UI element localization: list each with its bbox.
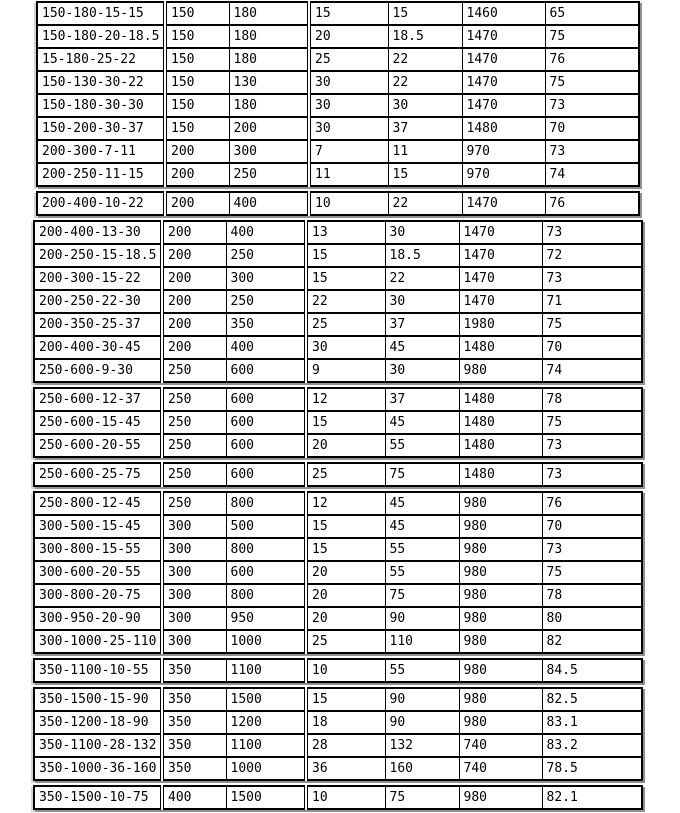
value-cell: 180 <box>229 25 309 48</box>
model-cell: 350-1000-36-160 <box>34 757 162 780</box>
value-cell: 400 <box>226 336 306 359</box>
value-cell: 500 <box>226 515 306 538</box>
value-cell: 75 <box>542 313 642 336</box>
table-row <box>34 607 642 630</box>
model-cell: 150-180-30-30 <box>37 94 165 117</box>
value-cell: 250 <box>226 244 306 267</box>
value-cell: 37 <box>385 313 459 336</box>
value-cell: 130 <box>229 71 309 94</box>
table-row <box>34 688 642 711</box>
value-cell: 25 <box>306 463 385 486</box>
model-cell: 350-1100-10-55 <box>34 659 162 682</box>
model-cell: 250-600-15-45 <box>34 411 162 434</box>
value-cell: 180 <box>229 48 309 71</box>
value-cell: 22 <box>385 267 459 290</box>
value-cell: 1470 <box>462 48 545 71</box>
table-row <box>34 630 642 653</box>
model-cell: 200-250-22-30 <box>34 290 162 313</box>
value-cell: 80 <box>542 607 642 630</box>
model-cell: 250-600-12-37 <box>34 388 162 411</box>
value-cell: 76 <box>545 192 639 215</box>
value-cell: 30 <box>309 117 388 140</box>
value-cell: 980 <box>459 688 542 711</box>
value-cell: 200 <box>165 192 229 215</box>
value-cell: 1480 <box>459 336 542 359</box>
value-cell: 20 <box>306 561 385 584</box>
value-cell: 980 <box>459 538 542 561</box>
value-cell: 1480 <box>459 411 542 434</box>
value-cell: 20 <box>306 434 385 457</box>
value-cell: 980 <box>459 607 542 630</box>
value-cell: 150 <box>165 117 229 140</box>
value-cell: 20 <box>309 25 388 48</box>
value-cell: 250 <box>162 359 226 382</box>
model-cell: 300-500-15-45 <box>34 515 162 538</box>
table-block <box>33 462 643 487</box>
value-cell: 740 <box>459 734 542 757</box>
value-cell: 600 <box>226 434 306 457</box>
value-cell: 73 <box>542 538 642 561</box>
model-cell: 200-300-15-22 <box>34 267 162 290</box>
value-cell: 400 <box>229 192 309 215</box>
value-cell: 45 <box>385 336 459 359</box>
value-cell: 980 <box>459 515 542 538</box>
value-cell: 1470 <box>459 290 542 313</box>
value-cell: 73 <box>542 463 642 486</box>
value-cell: 55 <box>385 538 459 561</box>
value-cell: 400 <box>162 786 226 809</box>
value-cell: 150 <box>165 71 229 94</box>
value-cell: 1470 <box>462 25 545 48</box>
value-cell: 11 <box>388 140 462 163</box>
value-cell: 55 <box>385 561 459 584</box>
table-row <box>34 786 642 809</box>
table-row <box>34 244 642 267</box>
table-row <box>37 71 639 94</box>
value-cell: 950 <box>226 607 306 630</box>
value-cell: 20 <box>306 584 385 607</box>
value-cell: 75 <box>545 71 639 94</box>
value-cell: 1460 <box>462 2 545 25</box>
value-cell: 200 <box>162 267 226 290</box>
value-cell: 132 <box>385 734 459 757</box>
value-cell: 980 <box>459 630 542 653</box>
value-cell: 22 <box>388 48 462 71</box>
model-cell: 15-180-25-22 <box>37 48 165 71</box>
value-cell: 10 <box>309 192 388 215</box>
value-cell: 12 <box>306 492 385 515</box>
value-cell: 12 <box>306 388 385 411</box>
value-cell: 18.5 <box>385 244 459 267</box>
value-cell: 75 <box>542 411 642 434</box>
value-cell: 15 <box>309 2 388 25</box>
value-cell: 55 <box>385 434 459 457</box>
model-cell: 250-600-20-55 <box>34 434 162 457</box>
value-cell: 22 <box>388 71 462 94</box>
value-cell: 980 <box>459 492 542 515</box>
value-cell: 75 <box>385 463 459 486</box>
value-cell: 30 <box>385 221 459 244</box>
model-cell: 200-400-10-22 <box>37 192 165 215</box>
table-row <box>37 192 639 215</box>
table-row <box>37 117 639 140</box>
value-cell: 90 <box>385 607 459 630</box>
value-cell: 22 <box>388 192 462 215</box>
value-cell: 45 <box>385 492 459 515</box>
value-cell: 78.5 <box>542 757 642 780</box>
value-cell: 70 <box>542 336 642 359</box>
table-row <box>37 25 639 48</box>
value-cell: 110 <box>385 630 459 653</box>
table-row <box>34 734 642 757</box>
value-cell: 1470 <box>462 94 545 117</box>
value-cell: 45 <box>385 515 459 538</box>
value-cell: 180 <box>229 2 309 25</box>
value-cell: 10 <box>306 659 385 682</box>
table-row <box>34 336 642 359</box>
model-cell: 200-400-13-30 <box>34 221 162 244</box>
table-block <box>36 191 640 216</box>
model-cell: 300-800-15-55 <box>34 538 162 561</box>
table-row <box>37 94 639 117</box>
value-cell: 600 <box>226 359 306 382</box>
value-cell: 71 <box>542 290 642 313</box>
table-row <box>34 411 642 434</box>
table-block <box>33 785 643 810</box>
value-cell: 1470 <box>462 192 545 215</box>
value-cell: 75 <box>545 25 639 48</box>
value-cell: 200 <box>165 163 229 186</box>
value-cell: 15 <box>388 163 462 186</box>
value-cell: 1000 <box>226 757 306 780</box>
value-cell: 15 <box>306 411 385 434</box>
value-cell: 740 <box>459 757 542 780</box>
value-cell: 350 <box>162 757 226 780</box>
model-cell: 150-180-20-18.5 <box>37 25 165 48</box>
value-cell: 180 <box>229 94 309 117</box>
table-block <box>33 491 643 654</box>
value-cell: 250 <box>229 163 309 186</box>
value-cell: 73 <box>542 267 642 290</box>
value-cell: 13 <box>306 221 385 244</box>
value-cell: 75 <box>385 786 459 809</box>
value-cell: 83.2 <box>542 734 642 757</box>
model-cell: 350-1500-15-90 <box>34 688 162 711</box>
table-row <box>34 290 642 313</box>
value-cell: 600 <box>226 463 306 486</box>
value-cell: 25 <box>306 630 385 653</box>
table-row <box>34 711 642 734</box>
value-cell: 200 <box>162 221 226 244</box>
value-cell: 250 <box>162 434 226 457</box>
value-cell: 150 <box>165 2 229 25</box>
value-cell: 200 <box>162 313 226 336</box>
table-row <box>34 313 642 336</box>
model-cell: 150-200-30-37 <box>37 117 165 140</box>
value-cell: 300 <box>162 584 226 607</box>
value-cell: 980 <box>459 359 542 382</box>
value-cell: 200 <box>229 117 309 140</box>
value-cell: 250 <box>162 411 226 434</box>
value-cell: 90 <box>385 688 459 711</box>
value-cell: 350 <box>162 734 226 757</box>
value-cell: 75 <box>542 561 642 584</box>
model-cell: 300-950-20-90 <box>34 607 162 630</box>
value-cell: 83.1 <box>542 711 642 734</box>
table-row <box>34 757 642 780</box>
value-cell: 30 <box>306 336 385 359</box>
model-cell: 150-180-15-15 <box>37 2 165 25</box>
table-block <box>33 658 643 683</box>
value-cell: 82 <box>542 630 642 653</box>
value-cell: 250 <box>226 290 306 313</box>
value-cell: 70 <box>542 515 642 538</box>
value-cell: 1480 <box>459 463 542 486</box>
value-cell: 37 <box>385 388 459 411</box>
table-row <box>34 434 642 457</box>
value-cell: 78 <box>542 584 642 607</box>
value-cell: 36 <box>306 757 385 780</box>
table-row <box>34 221 642 244</box>
model-cell: 300-600-20-55 <box>34 561 162 584</box>
value-cell: 1200 <box>226 711 306 734</box>
value-cell: 9 <box>306 359 385 382</box>
table-row <box>34 659 642 682</box>
value-cell: 1470 <box>462 71 545 94</box>
value-cell: 350 <box>162 688 226 711</box>
model-cell: 350-1200-18-90 <box>34 711 162 734</box>
table-block <box>33 387 643 458</box>
value-cell: 65 <box>545 2 639 25</box>
value-cell: 160 <box>385 757 459 780</box>
value-cell: 25 <box>309 48 388 71</box>
model-cell: 350-1500-10-75 <box>34 786 162 809</box>
value-cell: 300 <box>162 538 226 561</box>
value-cell: 30 <box>385 290 459 313</box>
value-cell: 15 <box>306 515 385 538</box>
value-cell: 18.5 <box>388 25 462 48</box>
table-row <box>34 492 642 515</box>
value-cell: 55 <box>385 659 459 682</box>
model-cell: 150-130-30-22 <box>37 71 165 94</box>
model-cell: 250-600-9-30 <box>34 359 162 382</box>
value-cell: 73 <box>545 94 639 117</box>
value-cell: 800 <box>226 492 306 515</box>
value-cell: 200 <box>162 336 226 359</box>
value-cell: 200 <box>162 290 226 313</box>
value-cell: 73 <box>542 221 642 244</box>
table-row <box>37 140 639 163</box>
value-cell: 300 <box>229 140 309 163</box>
value-cell: 74 <box>545 163 639 186</box>
value-cell: 350 <box>162 659 226 682</box>
value-cell: 600 <box>226 388 306 411</box>
value-cell: 11 <box>309 163 388 186</box>
value-cell: 1500 <box>226 688 306 711</box>
value-cell: 150 <box>165 48 229 71</box>
value-cell: 76 <box>542 492 642 515</box>
value-cell: 250 <box>162 463 226 486</box>
value-cell: 150 <box>165 94 229 117</box>
model-cell: 250-800-12-45 <box>34 492 162 515</box>
value-cell: 78 <box>542 388 642 411</box>
value-cell: 800 <box>226 584 306 607</box>
value-cell: 72 <box>542 244 642 267</box>
value-cell: 970 <box>462 163 545 186</box>
table-block <box>33 687 643 781</box>
value-cell: 200 <box>162 244 226 267</box>
value-cell: 30 <box>388 94 462 117</box>
model-cell: 200-300-7-11 <box>37 140 165 163</box>
value-cell: 980 <box>459 584 542 607</box>
value-cell: 980 <box>459 659 542 682</box>
value-cell: 1480 <box>459 434 542 457</box>
value-cell: 250 <box>162 388 226 411</box>
value-cell: 45 <box>385 411 459 434</box>
value-cell: 73 <box>542 434 642 457</box>
value-cell: 1470 <box>459 221 542 244</box>
table-row <box>37 48 639 71</box>
model-cell: 200-350-25-37 <box>34 313 162 336</box>
value-cell: 1100 <box>226 734 306 757</box>
table-row <box>34 584 642 607</box>
table-row <box>34 463 642 486</box>
value-cell: 980 <box>459 561 542 584</box>
value-cell: 90 <box>385 711 459 734</box>
value-cell: 15 <box>306 267 385 290</box>
model-cell: 300-1000-25-110 <box>34 630 162 653</box>
value-cell: 7 <box>309 140 388 163</box>
value-cell: 250 <box>162 492 226 515</box>
table-row <box>34 515 642 538</box>
value-cell: 30 <box>309 71 388 94</box>
value-cell: 1500 <box>226 786 306 809</box>
value-cell: 1000 <box>226 630 306 653</box>
value-cell: 82.1 <box>542 786 642 809</box>
value-cell: 15 <box>388 2 462 25</box>
value-cell: 10 <box>306 786 385 809</box>
value-cell: 30 <box>309 94 388 117</box>
model-cell: 200-400-30-45 <box>34 336 162 359</box>
table-row <box>34 359 642 382</box>
value-cell: 980 <box>459 711 542 734</box>
value-cell: 350 <box>226 313 306 336</box>
value-cell: 300 <box>162 561 226 584</box>
value-cell: 600 <box>226 411 306 434</box>
value-cell: 1100 <box>226 659 306 682</box>
table-block <box>36 1 640 187</box>
value-cell: 980 <box>459 786 542 809</box>
table-row <box>37 163 639 186</box>
value-cell: 1980 <box>459 313 542 336</box>
value-cell: 300 <box>162 515 226 538</box>
value-cell: 20 <box>306 607 385 630</box>
value-cell: 1470 <box>459 267 542 290</box>
value-cell: 970 <box>462 140 545 163</box>
value-cell: 82.5 <box>542 688 642 711</box>
value-cell: 800 <box>226 538 306 561</box>
value-cell: 1480 <box>462 117 545 140</box>
value-cell: 84.5 <box>542 659 642 682</box>
value-cell: 15 <box>306 538 385 561</box>
value-cell: 22 <box>306 290 385 313</box>
value-cell: 25 <box>306 313 385 336</box>
value-cell: 15 <box>306 244 385 267</box>
value-cell: 350 <box>162 711 226 734</box>
model-cell: 200-250-11-15 <box>37 163 165 186</box>
model-cell: 300-800-20-75 <box>34 584 162 607</box>
value-cell: 400 <box>226 221 306 244</box>
table-row <box>34 561 642 584</box>
table-row <box>34 267 642 290</box>
value-cell: 600 <box>226 561 306 584</box>
spec-table <box>36 1 680 810</box>
value-cell: 28 <box>306 734 385 757</box>
value-cell: 30 <box>385 359 459 382</box>
value-cell: 70 <box>545 117 639 140</box>
table-block <box>33 220 643 383</box>
value-cell: 300 <box>162 607 226 630</box>
table-row <box>34 538 642 561</box>
value-cell: 76 <box>545 48 639 71</box>
table-row <box>34 388 642 411</box>
value-cell: 75 <box>385 584 459 607</box>
value-cell: 73 <box>545 140 639 163</box>
value-cell: 74 <box>542 359 642 382</box>
value-cell: 200 <box>165 140 229 163</box>
value-cell: 18 <box>306 711 385 734</box>
value-cell: 15 <box>306 688 385 711</box>
value-cell: 1470 <box>459 244 542 267</box>
model-cell: 200-250-15-18.5 <box>34 244 162 267</box>
value-cell: 150 <box>165 25 229 48</box>
table-row <box>37 2 639 25</box>
value-cell: 300 <box>162 630 226 653</box>
value-cell: 300 <box>226 267 306 290</box>
value-cell: 37 <box>388 117 462 140</box>
model-cell: 350-1100-28-132 <box>34 734 162 757</box>
value-cell: 1480 <box>459 388 542 411</box>
model-cell: 250-600-25-75 <box>34 463 162 486</box>
